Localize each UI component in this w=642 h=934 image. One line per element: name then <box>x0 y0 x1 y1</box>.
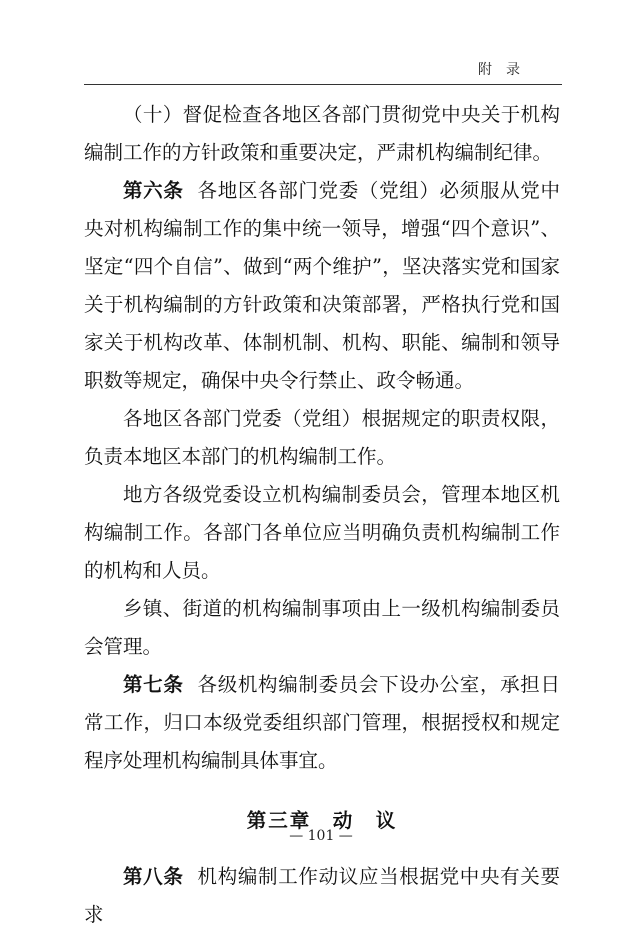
paragraph-text: 各级机构编制委员会下设办公室，承担日常工作，归口本级党委组织部门管理，根据授权和规定程序处理机构编制具体事宜。 <box>84 673 560 772</box>
paragraph-article-6 <box>84 172 560 400</box>
article-number: 第七条 <box>123 673 184 696</box>
paragraph-article-7 <box>84 666 560 780</box>
paragraph <box>84 400 560 476</box>
paragraph-text: 地方各级党委设立机构编制委员会，管理本地区机构编制工作。各部门各单位应当明确负责机构编制工作的机构和人员。 <box>84 483 560 582</box>
paragraph-text: 各地区各部门党委（党组）根据规定的职责权限，负责本地区本部门的机构编制工作。 <box>84 407 560 468</box>
running-header: 附录 <box>478 62 534 78</box>
page-body <box>84 96 560 934</box>
paragraph-item-10 <box>84 96 560 172</box>
header-rule <box>84 84 562 85</box>
page-number: — 101 — <box>289 828 353 844</box>
chapter-heading: 第三章 动 议 <box>246 809 398 832</box>
paragraph-article-8 <box>84 858 560 934</box>
paragraph <box>84 590 560 666</box>
paragraph-text: 机构编制工作动议应当根据党中央有关要求 <box>84 865 560 926</box>
article-number: 第六条 <box>123 179 184 202</box>
paragraph-text: 乡镇、街道的机构编制事项由上一级机构编制委员会管理。 <box>84 597 560 658</box>
paragraph-text: 各地区各部门党委（党组）必须服从党中央对机构编制工作的集中统一领导，增强“四个意识”、坚定“四个自信”、做到“两个维护”，坚决落实党和国家关于机构编制的方针政策和决策部署，严格执行党和国家关于机构改革、体制机制、机构、职能、编制和领导职数等规定，确保中央令行禁止、政令畅通。 <box>84 179 560 392</box>
article-number: 第八条 <box>123 865 184 888</box>
paragraph <box>84 476 560 590</box>
paragraph-text: （十）督促检查各地区各部门贯彻党中央关于机构编制工作的方针政策和重要决定，严肃机构编制纪律。 <box>84 103 560 164</box>
